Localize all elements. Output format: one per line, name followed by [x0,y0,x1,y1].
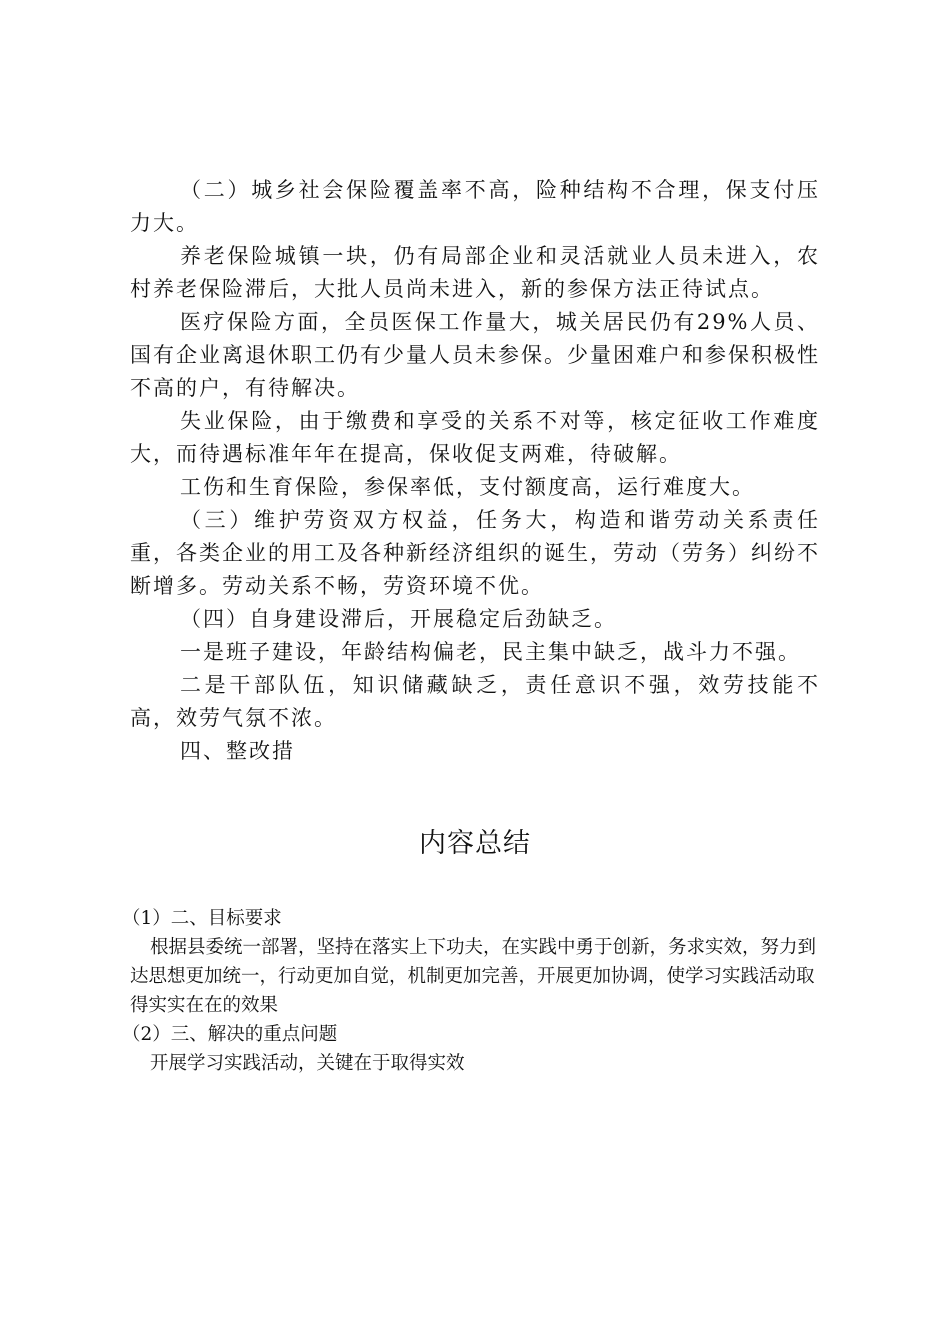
paragraph-leadership: 一是班子建设，年龄结构偏老，民主集中缺乏，战斗力不强。 [180,640,801,664]
summary-title: 内容总结 [419,828,531,859]
summary-heading-1: （1）二、目标要求 [122,908,282,929]
paragraph-pension-insurance: 养老保险城镇一块，仍有局部企业和灵活就业人员未进入，农村养老保险滞后，大批人员尚未进入，新的参保方法正待试点。 [130,244,820,301]
paragraph-section-three: （三）维护劳资双方权益，任务大，构造和谐劳动关系责任重，各类企业的用工及各种新经济组织的诞生，劳动（劳务）纠纷不断增多。劳动关系不畅，劳资环境不优。 [130,508,820,598]
paragraph-unemployment-insurance: 失业保险，由于缴费和享受的关系不对等，核定征收工作难度大，而待遇标准年年在提高，保收促支两难，待破解。 [130,409,820,466]
paragraph-cadre-team: 二是干部队伍，知识储藏缺乏，责任意识不强，效劳技能不高，效劳气氛不浓。 [130,673,820,730]
summary-section [122,904,830,1078]
summary-content-2: 开展学习实践活动，关键在于取得实效 [150,1053,465,1074]
paragraph-medical-insurance: 医疗保险方面，全员医保工作量大，城关居民仍有29%人员、国有企业离退休职工仍有少量人员未参保。少量困难户和参保积极性不高的户，有待解决。 [130,310,820,400]
paragraph-section-four: （四）自身建设滞后，开展稳定后劲缺乏。 [180,607,617,631]
paragraph-injury-maternity-insurance: 工伤和生育保险，参保率低，支付额度高，运行难度大。 [180,475,755,499]
paragraph-section-two: （二）城乡社会保险覆盖率不高，险种结构不合理，保支付压力大。 [130,178,820,235]
body-text [130,174,820,768]
summary-heading-2: （2）三、解决的重点问题 [122,1024,338,1045]
summary-content-1: 根据县委统一部署，坚持在落实上下功夫，在实践中勇于创新，务求实效，努力到达思想更加统一，行动更加自觉，机制更加完善，开展更加协调，使学习实践活动取得实实在在的效果 [130,937,817,1016]
paragraph-rectification-heading: 四、整改措 [180,739,295,763]
